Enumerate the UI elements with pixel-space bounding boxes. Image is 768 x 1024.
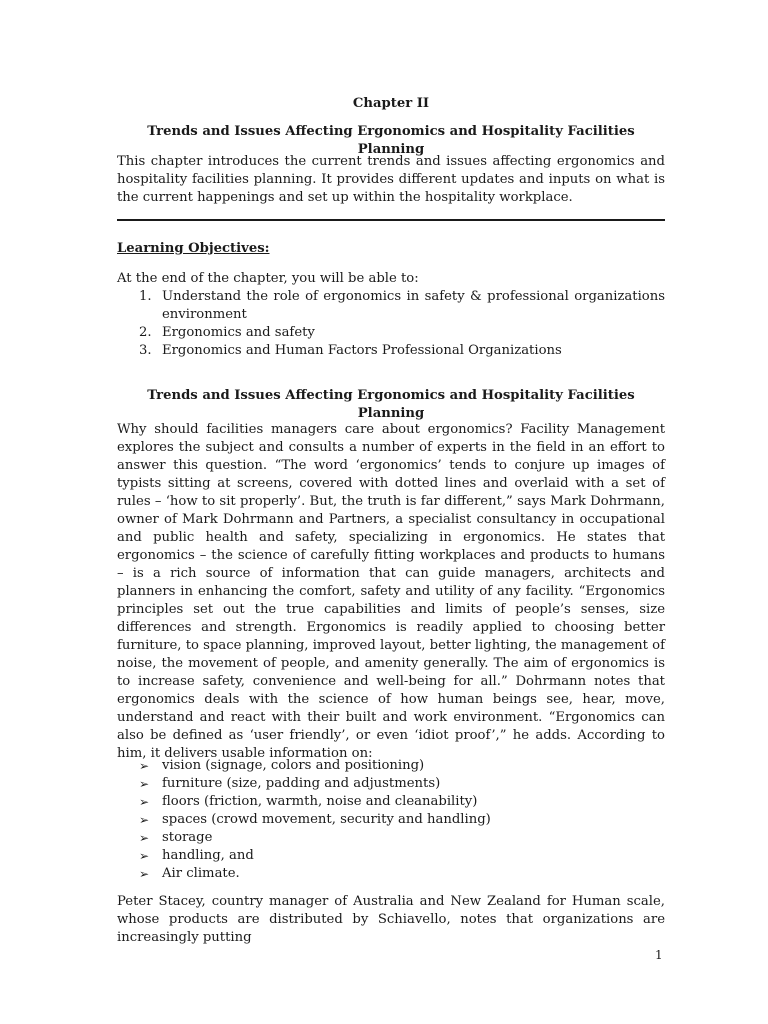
bullet-text: floors (friction, warmth, noise and cleanability) [162,794,478,809]
bullet-item [117,829,491,847]
arrowhead-bullet-icon: ➢ [139,831,150,845]
section-heading: Trends and Issues Affecting Ergonomics and Hospitality Facilities Planning [147,388,635,421]
body-paragraph: Why should facilities managers care about ergonomics? Facility Management explores the subject and consults a number of experts in the field in an effort to answer this question. “The word ‘ergonomics’ tends to conjure up images of typists sitting at screens, covered with dotted lines and overlaid with a set of rules – ‘how to sit properly’. But, the truth is far different,” says Mark Dohrmann, owner of Mark Dohrmann and Partners, a specialist consultancy in occupational and public health and safety, specializing in ergonomics. He states that ergonomics – the science of carefully fitting workplaces and products to humans – is a rich source of information that can guide managers, architects and planners in enhancing the comfort, safety and utility of any facility. “Ergonomics principles set out the true capabilities and limits of people’s senses, size differences and strength. Ergonomics is readily applied to choosing better furniture, to space planning, improved layout, better lighting, the management of noise, the movement of people, and amenity generally. The aim of ergonomics is to increase safety, convenience and well-being for all.” Dohrmann notes that ergonomics deals with the science of how human beings see, hear, move, understand and react with their built and work environment. “Ergonomics can also be defined as ‘user friendly’, or even ‘idiot proof’,” he adds. According to him, it delivers usable information on: [117,422,665,761]
bullet-item [117,847,491,865]
arrowhead-bullet-icon: ➢ [139,849,150,863]
objective-text: Ergonomics and safety [162,325,315,340]
learning-objectives-intro: At the end of the chapter, you will be able to: [117,271,419,286]
bullet-item [117,775,491,793]
bullet-item [117,865,491,883]
bullet-item [117,757,491,775]
bullet-text: vision (signage, colors and positioning) [162,758,425,773]
objective-item [117,288,665,324]
bullet-text: furniture (size, padding and adjustments) [162,776,441,791]
objective-text: Ergonomics and Human Factors Professional Organizations [162,343,562,358]
bullet-item [117,793,491,811]
learning-objectives-title: Learning Objectives: [117,241,270,256]
objective-text: Understand the role of ergonomics in safety & professional organizations environment [162,289,665,322]
objectives-list [117,288,665,360]
bullet-text: handling, and [162,848,254,863]
chapter-title: Chapter II [352,96,430,111]
bullet-text: Air climate. [162,866,240,881]
bullet-list [117,757,491,883]
arrowhead-bullet-icon: ➢ [139,867,150,881]
objective-number: 1. [139,289,152,304]
chapter-heading: Trends and Issues Affecting Ergonomics and Hospitality Facilities Planning [147,124,635,157]
intro-paragraph: This chapter introduces the current trends and issues affecting ergonomics and hospitality facilities planning. It provides different updates and inputs on what is the current happenings and set up within the hospitality workplace. [117,154,665,205]
arrowhead-bullet-icon: ➢ [139,795,150,809]
arrowhead-bullet-icon: ➢ [139,759,150,773]
objective-number: 2. [139,325,152,340]
arrowhead-bullet-icon: ➢ [139,813,150,827]
bullet-item [117,811,491,829]
bullet-text: storage [162,830,213,845]
objective-item [117,342,665,360]
closing-paragraph: Peter Stacey, country manager of Australia and New Zealand for Human scale, whose products are distributed by Schiavello, notes that organizations are increasingly putting [117,894,665,945]
page-number: 1 [655,948,663,962]
section-divider [117,219,665,221]
arrowhead-bullet-icon: ➢ [139,777,150,791]
objective-item [117,324,665,342]
bullet-text: spaces (crowd movement, security and handling) [162,812,491,827]
objective-number: 3. [139,343,152,358]
